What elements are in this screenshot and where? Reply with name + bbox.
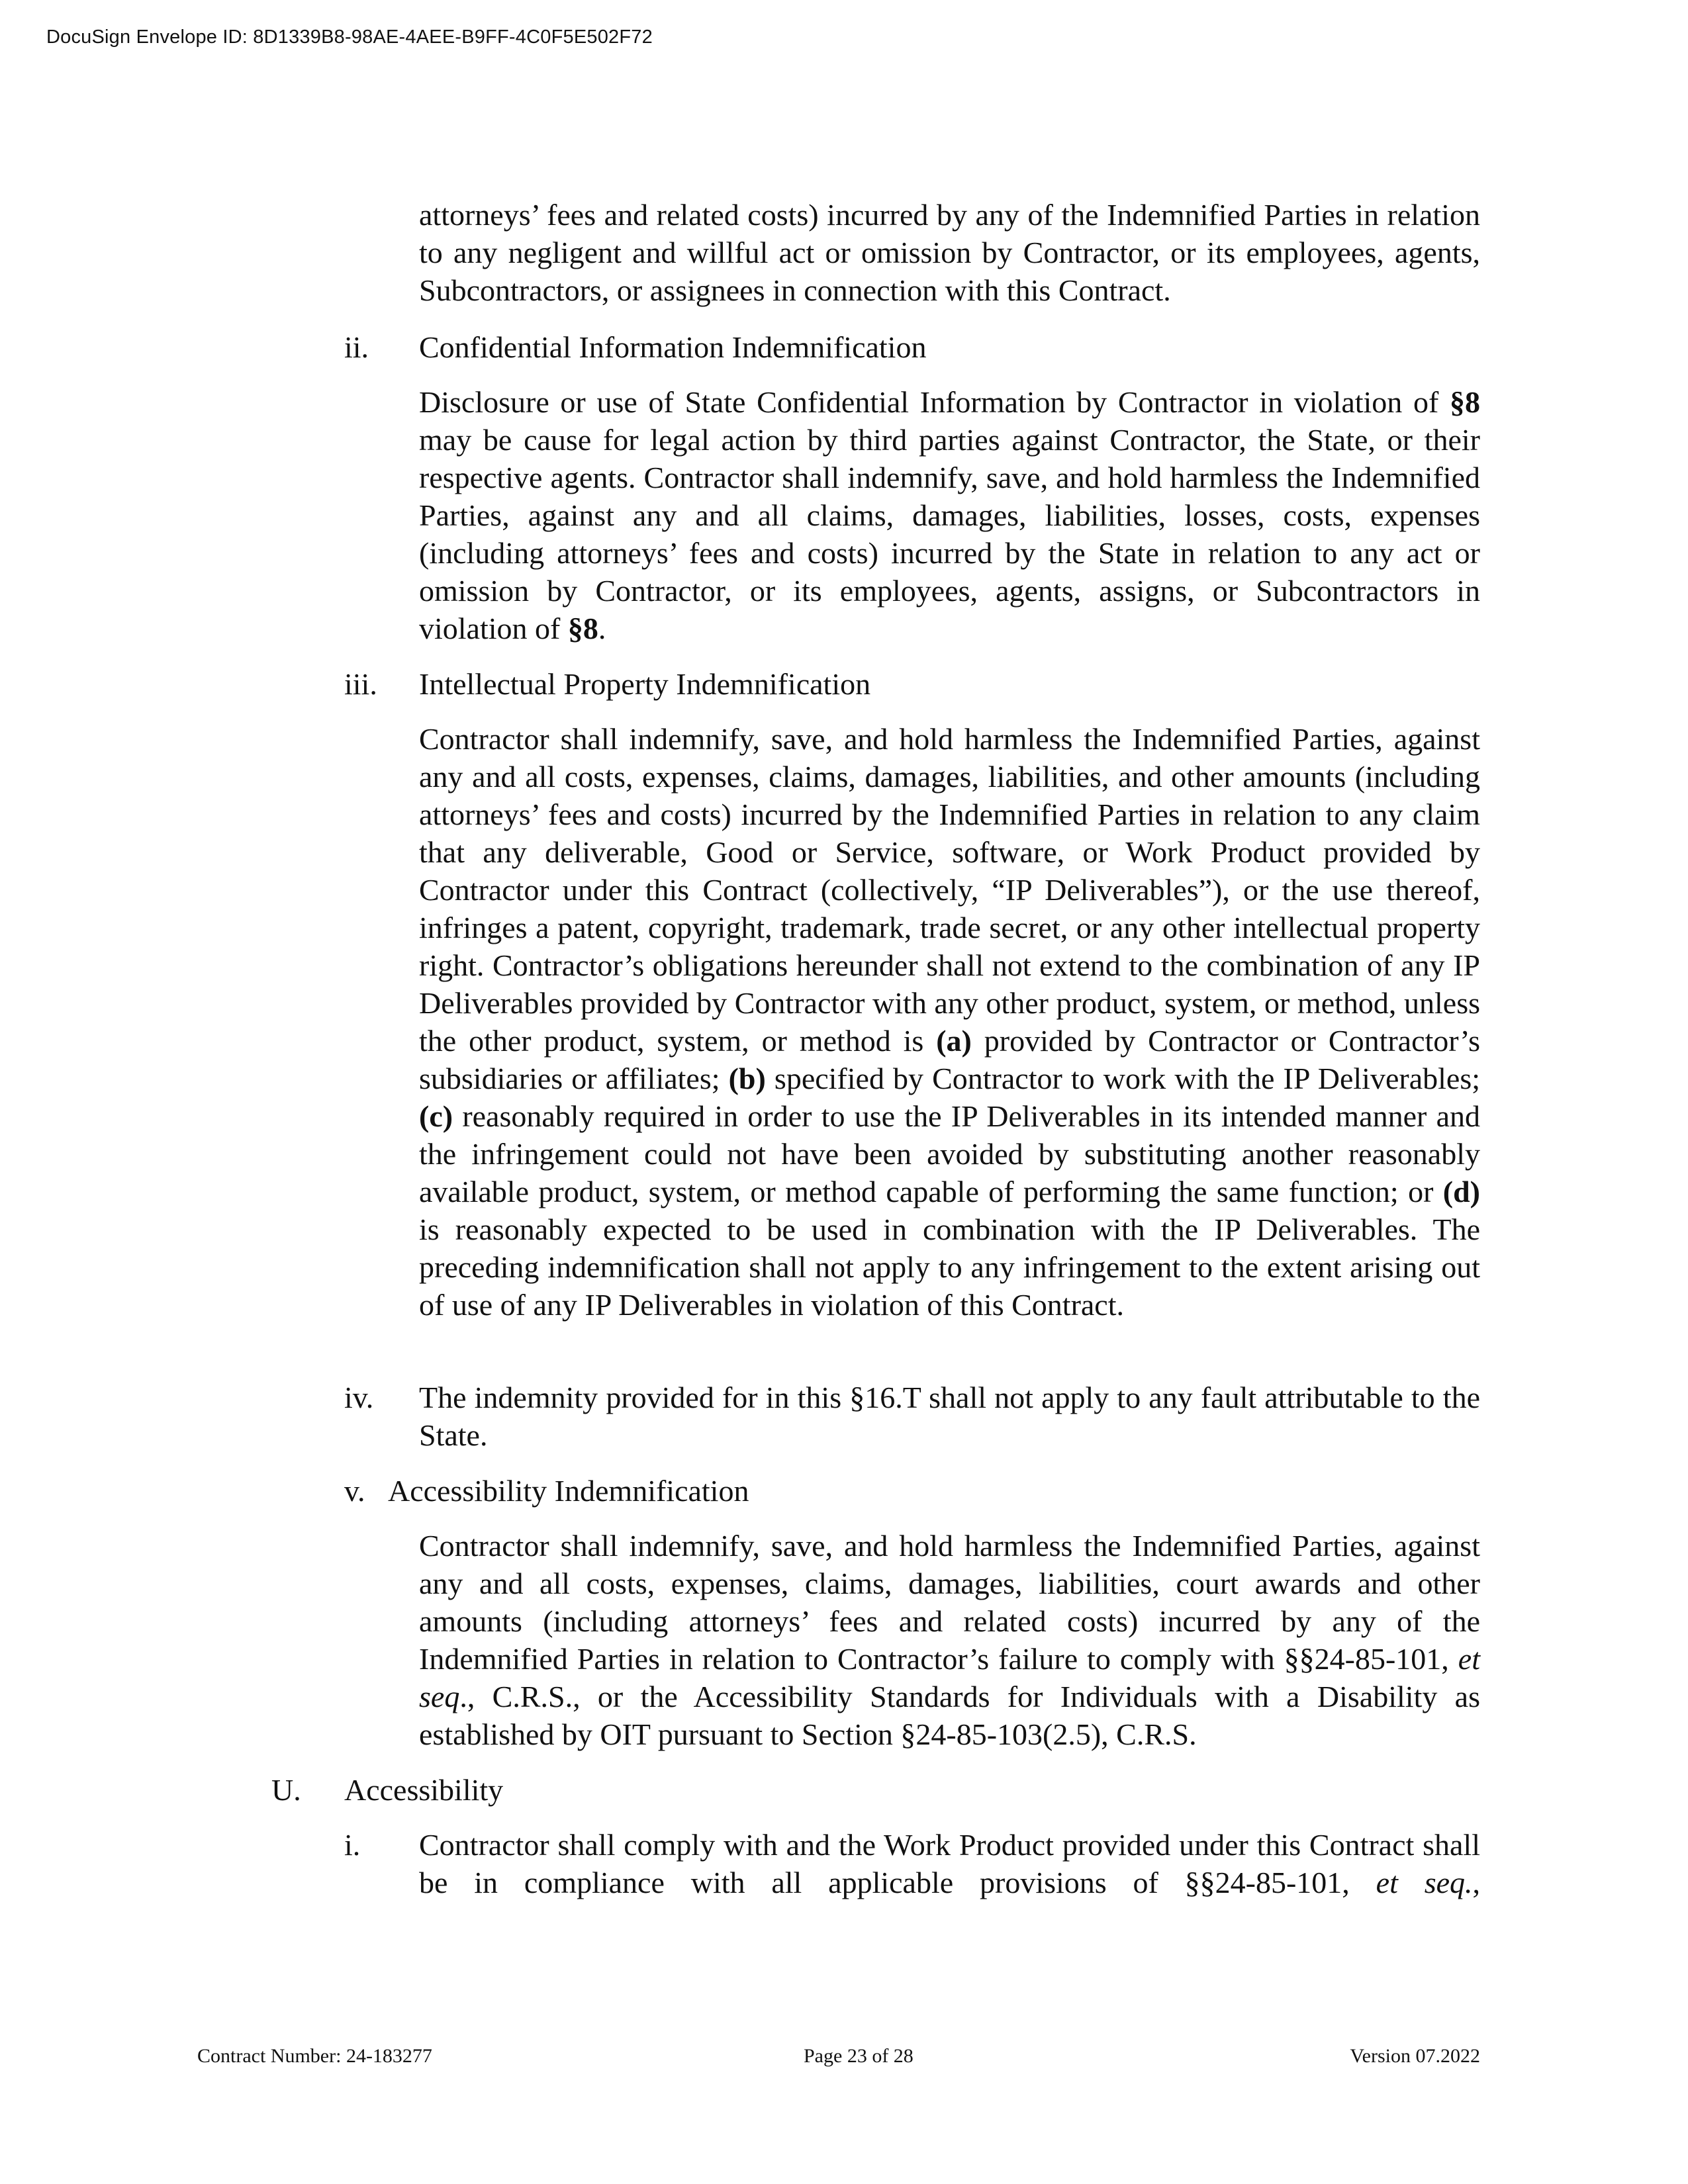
item-v-paragraph <box>419 1527 1480 1753</box>
item-iii-paragraph <box>419 720 1480 1324</box>
item-iii-text-e: is reasonably expected to be used in combination with the IP Deliverables. The preceding indemnification shall not apply to any infringement to the extent arising out of use of any IP Deliverables in violation of this Contract. <box>419 1212 1480 1322</box>
envelope-id-header: DocuSign Envelope ID: 8D1339B8-98AE-4AEE-B9FF-4C0F5E502F72 <box>46 26 653 48</box>
item-u-i-text-b: , <box>1472 1866 1481 1899</box>
item-iv-paragraph: The indemnity provided for in this §16.T shall not apply to any fault attributable to the State. <box>419 1381 1480 1452</box>
item-iii-label-a: (a) <box>936 1024 972 1058</box>
item-u-i-text-a: Contractor shall comply with and the Work Product provided under this Contract shall be in compliance with all applicable provisions of §§24-85-101, <box>419 1828 1480 1899</box>
item-u-i-marker: i. <box>344 1828 361 1862</box>
item-ii-heading: Confidential Information Indemnification <box>419 330 927 364</box>
footer-version: Version 07.2022 <box>1350 2045 1480 2067</box>
item-iii-text-d: reasonably required in order to use the IP Deliverables in its intended manner and the infringement could not have been avoided by substituting another reasonably available product, system, or method capable of performing the same function; or <box>419 1099 1480 1208</box>
item-ii-ref-1: §8 <box>1450 385 1481 419</box>
item-u-i-et-seq: et seq. <box>1376 1866 1473 1899</box>
item-iii-label-b: (b) <box>728 1062 766 1095</box>
item-ii-text-a: Disclosure or use of State Confidential Information by Contractor in violation of <box>419 385 1439 419</box>
item-iii-marker: iii. <box>344 667 377 701</box>
item-v-text-b: ., C.R.S., or the Accessibility Standards for Individuals with a Disability as established by OIT pursuant to Section §24-85-103(2.5), C.R.S. <box>419 1680 1480 1751</box>
item-iv-marker: iv. <box>344 1381 374 1414</box>
item-ii-paragraph <box>419 383 1480 647</box>
item-iii-text-a: Contractor shall indemnify, save, and hold harmless the Indemnified Parties, against any and all costs, expenses, claims, damages, liabilities, and other amounts (including attorneys’ fees and costs) incurred by the Indemnified Parties in relation to any claim that any deliverable, Good or Service, software, or Work Product provided by Contractor under this Contract (collectively, “IP Deliverables”), or the use thereof, infringes a patent, copyright, trademark, trade secret, or any other intellectual property right. Contractor’s obligations hereunder shall not extend to the combination of any IP Deliverables provided by Contractor with any other product, system, or method, unless the other product, system, or method is <box>419 722 1480 1058</box>
section-u-marker: U. <box>271 1773 301 1807</box>
item-u-i-paragraph <box>419 1826 1480 1901</box>
item-v-marker: v. <box>344 1474 365 1508</box>
footer-page-number: Page 23 of 28 <box>804 2045 914 2067</box>
item-ii-text-b: may be cause for legal action by third parties against Contractor, the State, or their respective agents. Contractor shall indemnify, save, and hold harmless the Indemnified Parties, against any and all claims, damages, liabilities, losses, costs, expenses (including attorneys’ fees and costs) incurred by the State in relation to any act or omission by Contractor, or its employees, agents, assigns, or Subcontractors in violation of <box>419 423 1480 645</box>
item-ii-text-c: . <box>598 612 606 645</box>
item-iii-label-c: (c) <box>419 1099 453 1133</box>
item-ii-marker: ii. <box>344 330 369 364</box>
section-u-heading: Accessibility <box>344 1773 504 1807</box>
footer-contract-number: Contract Number: 24-183277 <box>197 2045 432 2067</box>
item-iii-text-c: specified by Contractor to work with the IP Deliverables; <box>765 1062 1480 1095</box>
item-iii-text-b: provided by Contractor or Contractor’s subsidiaries or affiliates; <box>419 1024 1480 1095</box>
item-iii-heading: Intellectual Property Indemnification <box>419 667 871 701</box>
intro-paragraph: attorneys’ fees and related costs) incurred by any of the Indemnified Parties in relation to any negligent and willful act or omission by Contractor, or its employees, agents, Subcontractors, or assignees in connection with this Contract. <box>419 198 1480 307</box>
item-ii-ref-2: §8 <box>567 612 598 645</box>
item-v-text-a: Contractor shall indemnify, save, and hold harmless the Indemnified Parties, against any and all costs, expenses, claims, damages, liabilities, court awards and other amounts (including attorneys’ fees and related costs) incurred by any of the Indemnified Parties in relation to Contractor’s failure to comply with §§24-85-101, <box>419 1529 1480 1676</box>
item-v-et-seq: et seq <box>419 1642 1480 1713</box>
item-iii-label-d: (d) <box>1442 1175 1480 1208</box>
item-v-heading: Accessibility Indemnification <box>388 1474 749 1508</box>
